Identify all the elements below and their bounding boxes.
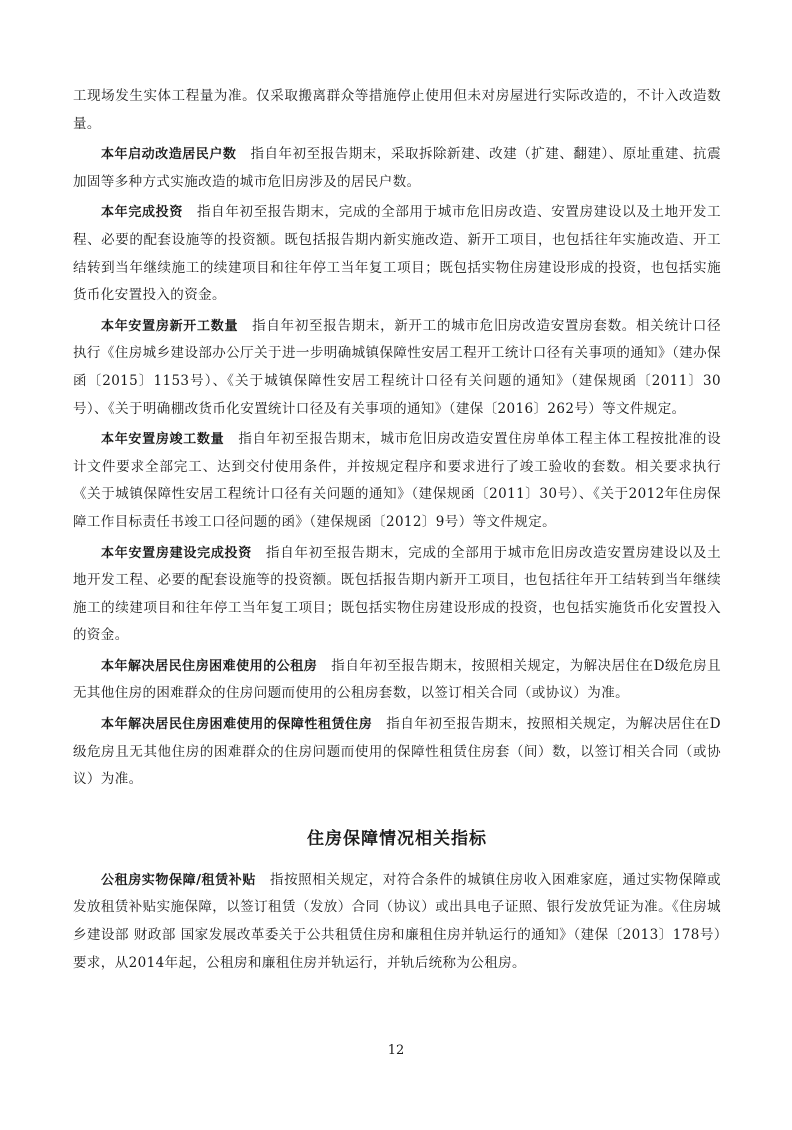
page-content [73,83,721,980]
definition-term: 本年完成投资 [101,205,184,221]
definition-text: 指自年初至报告期末，按照相关规定，为解决居住在D级危房且无其他住房的困难群众的住房问题而使用的公租房套数，以签订相关合同（或协议）为准。 [73,657,721,702]
definition-paragraph [73,141,721,196]
definition-text: 指自年初至报告期末，完成的全部用于城市危旧房改造、安置房建设以及土地开发工程、必要的配套设施等的投资额。既包括报告期内新实施改造、新开工项目，也包括往年实施改造、开工结转到当年继续施工的续建项目和往年停工当年复工项目；既包括实物住房建设形成的投资，也包括实施货币化安置投入的资金。 [73,204,721,304]
definition-text: 指自年初至报告期末，采取拆除新建、改建（扩建、翻建）、原址重建、抗震加固等多种方式实施改造的城市危旧房涉及的居民户数。 [73,146,721,190]
page-number: 12 [387,1043,405,1058]
definition-paragraph [73,653,721,708]
definition-term: 本年安置房新开工数量 [101,318,239,334]
definition-term: 本年解决居民住房困难使用的保障性租赁住房 [101,717,373,733]
definition-text: 指自年初至报告期末，按照相关规定，为解决居住在D级危房且无其他住房的困难群众的住房问题而使用的保障性租赁住房套（间）数，以签订相关合同（或协议）为准。 [73,716,721,788]
definition-paragraph [73,711,721,794]
definition-text: 指自年初至报告期末，新开工的城市危旧房改造安置房套数。相关统计口径执行《住房城乡建设部办公厅关于进一步明确城镇保障性安居工程开工统计口径有关事项的通知》（建办保函〔2015〕1153号）、《关于城镇保障性安居工程统计口径有关问题的通知》（建保规函〔2011〕30号）、《关于明确棚改货币化安置统计口径及有关事项的通知》（建保〔2016〕262号）等文件规定。 [73,317,721,417]
definition-paragraph [73,867,721,977]
definition-text: 指按照相关规定，对符合条件的城镇住房收入困难家庭，通过实物保障或发放租赁补贴实施保障，以签订租赁（发放）合同（协议）或出具电子证照、银行发放凭证为准。《住房城乡建设部 财政部 国家发展改革委关于公共租赁住房和廉租住房并轨运行的通知》（建保〔2013〕178号）要求，从2014年起，公租房和廉租住房并轨运行，并轨后统称为公租房。 [73,871,721,971]
definition-paragraph [73,540,721,650]
definition-paragraph [73,426,721,536]
continuation-paragraph: 工现场发生实体工程量为准。仅采取搬离群众等措施停止使用但未对房屋进行实际改造的，不计入改造数量。 [73,88,721,132]
definition-paragraph [73,199,721,309]
section-heading: 住房保障情况相关指标 [307,828,487,849]
definition-text: 指自年初至报告期末，完成的全部用于城市危旧房改造安置房建设以及土地开发工程、必要的配套设施等的投资额。既包括报告期内新开工项目，也包括往年开工结转到当年继续施工的续建项目和往年停工当年复工项目；既包括实物住房建设形成的投资，也包括实施货币化安置投入的资金。 [73,544,721,644]
definition-text: 指自年初至报告期末，城市危旧房改造安置住房单体工程主体工程按批准的设计文件要求全部完工、达到交付使用条件，并按规定程序和要求进行了竣工验收的套数。相关要求执行《关于城镇保障性安居工程统计口径有关问题的通知》（建保规函〔2011〕30号）、《关于2012年住房保障工作目标责任书竣工口径问题的函》（建保规函〔2012〕9号）等文件规定。 [73,431,721,530]
definition-term: 本年解决居民住房困难使用的公租房 [101,658,318,674]
definition-term: 本年启动改造居民户数 [101,147,237,163]
definition-term: 本年安置房建设完成投资 [101,545,253,561]
definition-term: 本年安置房竣工数量 [101,432,225,448]
definition-term: 公租房实物保障/租赁补贴 [101,872,256,888]
definition-paragraph [73,313,721,423]
